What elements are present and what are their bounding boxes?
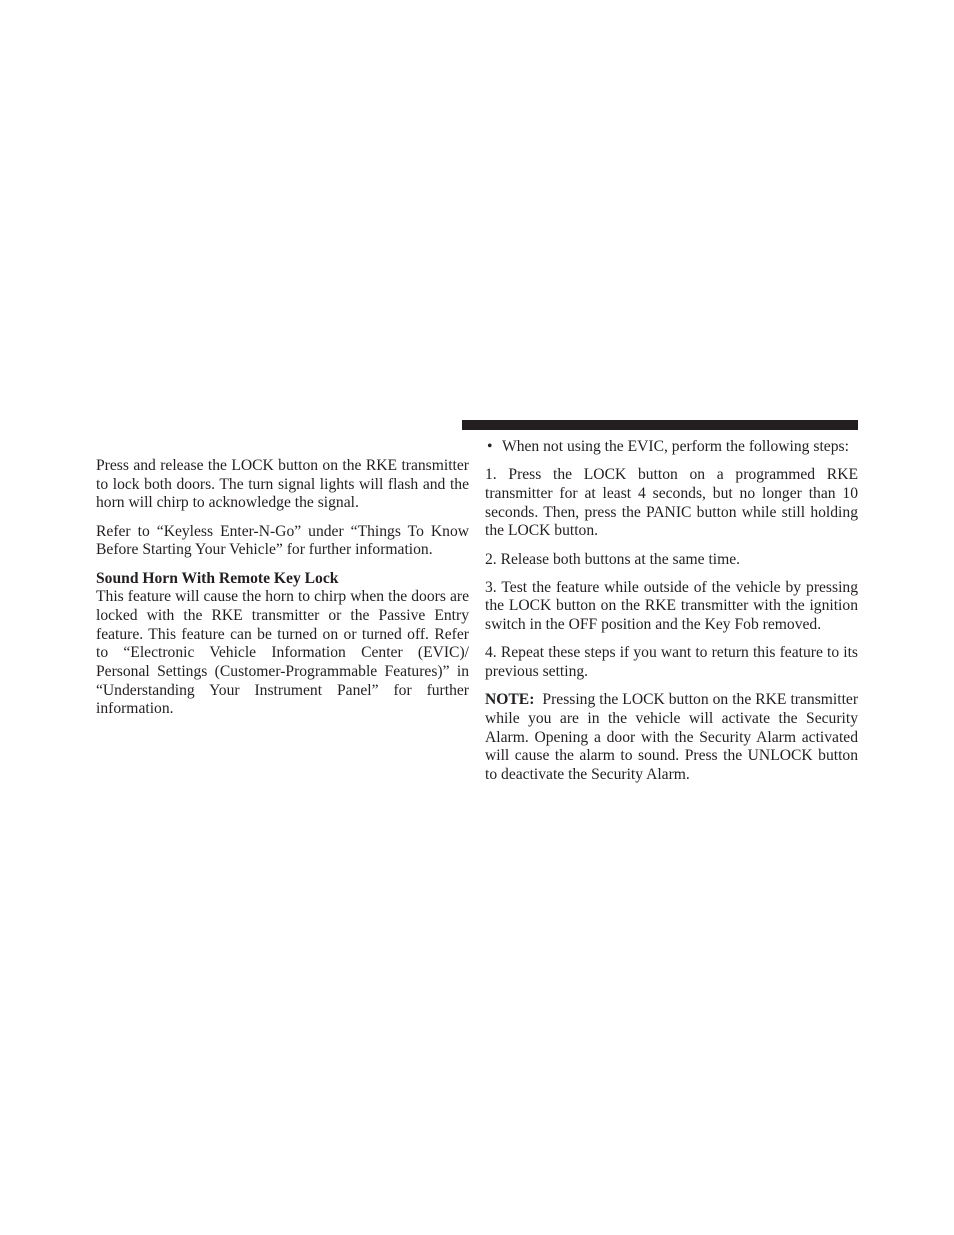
note-paragraph <box>485 691 858 785</box>
bullet-item <box>485 438 858 457</box>
horn-feature-paragraph: This feature will cause the horn to chirp when the doors are locked with the RKE transmitter or the Passive Entry feature. This feature can be turned on or turned off. Refer to “Electronic Vehicle Information Center (EVIC)/ Personal Settings (Customer-Programmable Features)” in “Understanding Your Instrument Panel” for further information. <box>96 588 469 718</box>
left-column <box>96 457 469 729</box>
step-1: 1. Press the LOCK button on a programmed RKE transmitter for at least 4 seconds, but no longer than 10 seconds. Then, press the PANIC button while still holding the LOCK button. <box>485 466 858 540</box>
lock-instruction-paragraph: Press and release the LOCK button on the RKE transmitter to lock both doors. The turn signal lights will flash and the horn will chirp to acknowledge the signal. <box>96 457 469 512</box>
note-label: NOTE: <box>485 691 535 709</box>
section-heading: Sound Horn With Remote Key Lock <box>96 569 339 587</box>
keyless-reference-paragraph: Refer to “Keyless Enter-N-Go” under “Things To Know Before Starting Your Vehicle” for further information. <box>96 522 469 559</box>
bullet-text: When not using the EVIC, perform the following steps: <box>502 438 849 455</box>
bullet-dot-icon: • <box>487 438 493 455</box>
step-3: 3. Test the feature while outside of the vehicle by pressing the LOCK button on the RKE transmitter with the ignition switch in the OFF position and the Key Fob removed. <box>485 578 858 634</box>
step-4: 4. Repeat these steps if you want to return this feature to its previous setting. <box>485 644 858 681</box>
section-divider-bar <box>462 420 858 430</box>
right-column <box>485 438 858 794</box>
step-2: 2. Release both buttons at the same time. <box>485 550 741 568</box>
note-text: Pressing the LOCK button on the RKE transmitter while you are in the vehicle will activate the Security Alarm. Opening a door with the Security Alarm activated will cause the alarm to sound. Press the UNLOCK button to deactivate the Security Alarm. <box>485 691 859 784</box>
